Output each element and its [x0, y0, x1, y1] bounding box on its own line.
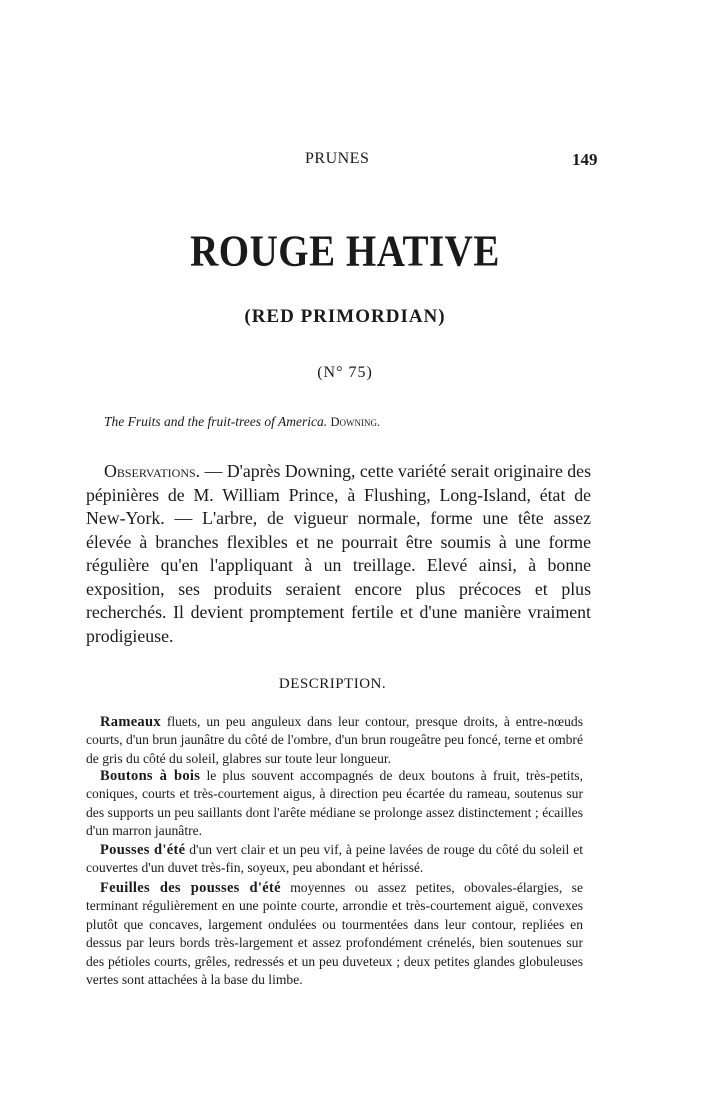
running-head [0, 150, 707, 172]
description-term: Pousses d'été [100, 842, 186, 858]
description-item [86, 841, 583, 878]
observations-paragraph [86, 460, 591, 648]
variety-title: ROUGE HATIVE [190, 226, 500, 276]
variety-subtitle: (RED PRIMORDIAN) [244, 306, 446, 327]
reference-work: The Fruits and the fruit-trees of America. [104, 414, 328, 429]
description-item [86, 713, 583, 768]
description-text: moyennes ou assez petites, obovales-élargies, se terminant régulièrement en une pointe courte, arrondie et très-courtement aiguë, convexes plutôt que concaves, largement ondulées ou tourmentées dans leur contour, repliées en dessus par leurs bords très-largement et assez profondément crénelés, bien soutenues sur des pétioles courts, grêles, redressés et un peu duveteux ; deux petites glandes globuleuses vertes sont attachées à la base du limbe. [86, 880, 583, 988]
page-number: 149 [572, 150, 598, 169]
description-term: Feuilles des pousses d'été [100, 880, 281, 896]
variety-number: (N° 75) [317, 364, 373, 381]
description-item [86, 767, 583, 841]
description-text: fluets, un peu anguleux dans leur contour, presque droits, à entre-nœuds courts, d'un brun jaunâtre du côté de l'ombre, d'un brun rougeâtre peu foncé, terne et ombré de gris du côté du soleil, glabres sur toute leur longueur. [86, 714, 583, 766]
observations-label: Observations. [104, 461, 201, 481]
running-title: PRUNES [305, 150, 370, 167]
description-text: d'un vert clair et un peu vif, à peine lavées de rouge du côté du soleil et couvertes d'un duvet très-fin, soyeux, peu abondant et hérissé. [86, 842, 583, 876]
description-term: Rameaux [100, 714, 161, 730]
description-heading: DESCRIPTION. [278, 676, 387, 692]
bibliographic-reference [104, 414, 380, 430]
reference-author: Downing. [330, 415, 381, 429]
description-item [86, 879, 583, 989]
description-term: Boutons à bois [100, 768, 201, 784]
description-text: le plus souvent accompagnés de deux boutons à fruit, très-petits, coniques, courts et très-courtement aigus, à direction peu écartée du rameau, soutenus sur des supports un peu saillants dont l'arête médiane se prolonge assez distinctement ; écailles d'un marron jaunâtre. [86, 768, 583, 839]
observations-text: — D'après Downing, cette variété serait originaire des pépinières de M. William Prince, à Flushing, Long-Island, état de New-York. — L'arbre, de vigueur normale, forme une tête assez élevée à branches flexibles et ne pourrait être soumis à une forme régulière qu'en l'appliquant à un treillage. Elevé ainsi, à bonne exposition, ses produits seraient encore plus précoces et plus recherchés. Il devient promptement fertile et d'une manière vraiment prodigieuse. [86, 461, 591, 646]
